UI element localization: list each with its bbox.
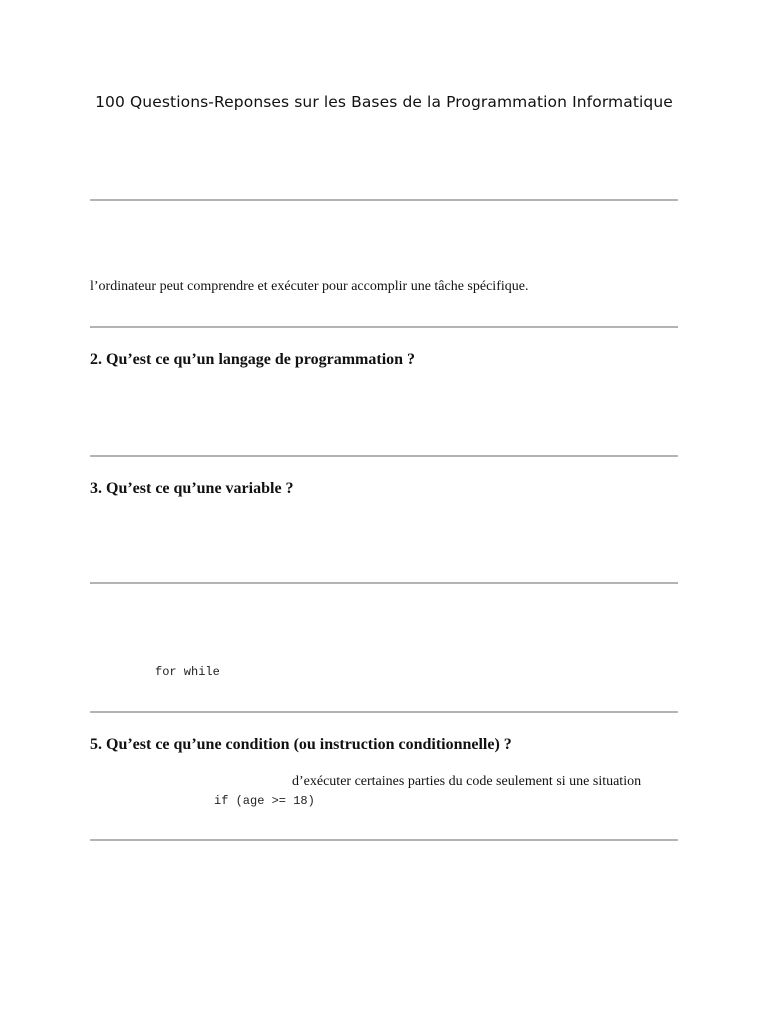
page-title: 100 Questions-Reponses sur les Bases de la Programmation Informatique <box>95 93 673 111</box>
answer-text-q1: l’ordinateur peut comprendre et exécuter pour accomplir une tâche spécifique. <box>90 279 529 294</box>
section-divider <box>90 455 678 457</box>
question-heading-2: 2. Qu’est ce qu’un langage de programmation ? <box>90 351 416 368</box>
section-divider <box>90 839 678 841</box>
section-divider <box>90 711 678 713</box>
section-divider <box>90 582 678 584</box>
code-example-q5: if (age >= 18) <box>214 794 315 808</box>
question-heading-3: 3. Qu’est ce qu’une variable ? <box>90 480 294 497</box>
code-keywords-q4: for while <box>155 665 220 679</box>
section-divider <box>90 199 678 201</box>
answer-text-q5: d’exécuter certaines parties du code seulement si une situation <box>292 774 642 789</box>
question-heading-5: 5. Qu’est ce qu’une condition (ou instruction conditionnelle) ? <box>90 736 512 753</box>
section-divider <box>90 326 678 328</box>
